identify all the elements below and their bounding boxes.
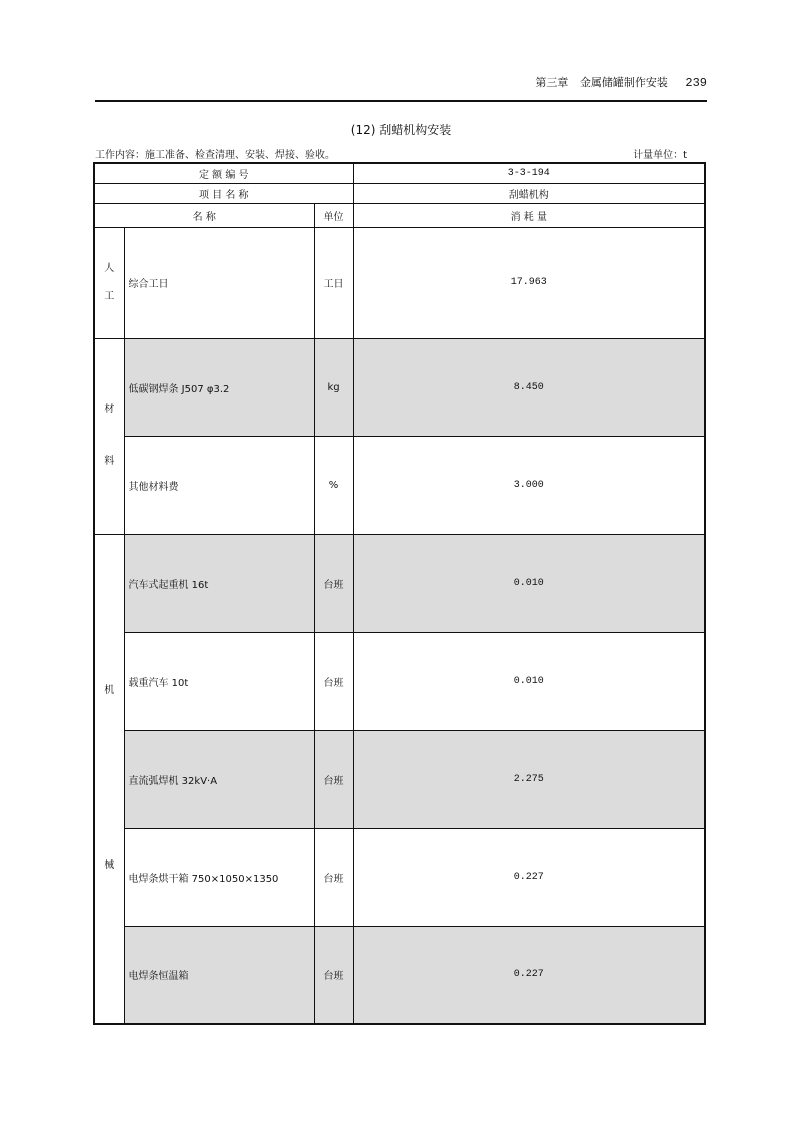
row-name: 电焊条烘干箱 750×1050×1350 (124, 828, 314, 926)
category-char: 机 (104, 685, 115, 697)
column-header-name: 名 称 (94, 203, 314, 227)
row-unit: 台班 (314, 534, 353, 632)
page-header (95, 74, 707, 94)
row-unit: 台班 (314, 632, 353, 730)
row-name: 汽车式起重机 16t (124, 534, 314, 632)
category-char: 械 (104, 860, 115, 872)
row-value: 3.000 (353, 436, 705, 534)
item-name-row (94, 183, 705, 203)
table-row (94, 436, 705, 534)
row-value: 8.450 (353, 338, 705, 436)
measurement-unit: 计量单位：t (633, 150, 687, 161)
table-row (94, 227, 705, 338)
column-header-unit: 单位 (314, 203, 353, 227)
row-unit: 工日 (314, 227, 353, 338)
row-unit: 台班 (314, 926, 353, 1024)
category-char: 工 (104, 290, 115, 302)
table-row (94, 730, 705, 828)
work-content: 工作内容：施工准备、检查清理、安装、焊接、验收。 (95, 150, 335, 161)
row-name: 直流弧焊机 32kV·A (124, 730, 314, 828)
row-unit: 台班 (314, 730, 353, 828)
column-header-row (94, 203, 705, 227)
section-title: (12) 刮蜡机构安装 (350, 123, 452, 137)
table-row (94, 926, 705, 1024)
row-value: 0.227 (353, 926, 705, 1024)
quota-number-label: 定 额 编 号 (94, 163, 353, 183)
row-unit: kg (314, 338, 353, 436)
row-value: 0.227 (353, 828, 705, 926)
chapter-number: 第三章 (535, 76, 569, 89)
item-name-label: 项 目 名 称 (94, 183, 353, 203)
row-value: 0.010 (353, 534, 705, 632)
table-row (94, 632, 705, 730)
row-value: 2.275 (353, 730, 705, 828)
category-char: 料 (104, 456, 115, 467)
row-name: 综合工日 (124, 227, 314, 338)
table-row (94, 338, 705, 436)
table-row (94, 534, 705, 632)
column-header-consumption: 消 耗 量 (353, 203, 705, 227)
category-char: 人 (104, 262, 115, 274)
header-rule (95, 100, 707, 102)
row-name: 低碳钢焊条 J507 φ3.2 (124, 338, 314, 436)
row-unit: 台班 (314, 828, 353, 926)
quota-number-row (94, 163, 705, 183)
category-material (94, 338, 124, 534)
chapter-title: 金属储罐制作安装 (579, 76, 668, 89)
page-number: 239 (685, 76, 707, 90)
row-value: 17.963 (353, 227, 705, 338)
row-unit: % (314, 436, 353, 534)
row-name: 电焊条恒温箱 (124, 926, 314, 1024)
category-char: 材 (104, 404, 115, 415)
quota-table (93, 162, 706, 1025)
table-row (94, 828, 705, 926)
row-name: 其他材料费 (124, 436, 314, 534)
row-value: 0.010 (353, 632, 705, 730)
work-content-row (95, 146, 707, 161)
quota-number-value: 3-3-194 (353, 163, 705, 183)
category-labor (94, 227, 124, 338)
item-name-value: 刮蜡机构 (353, 183, 705, 203)
category-machinery (94, 534, 124, 1024)
row-name: 载重汽车 10t (124, 632, 314, 730)
